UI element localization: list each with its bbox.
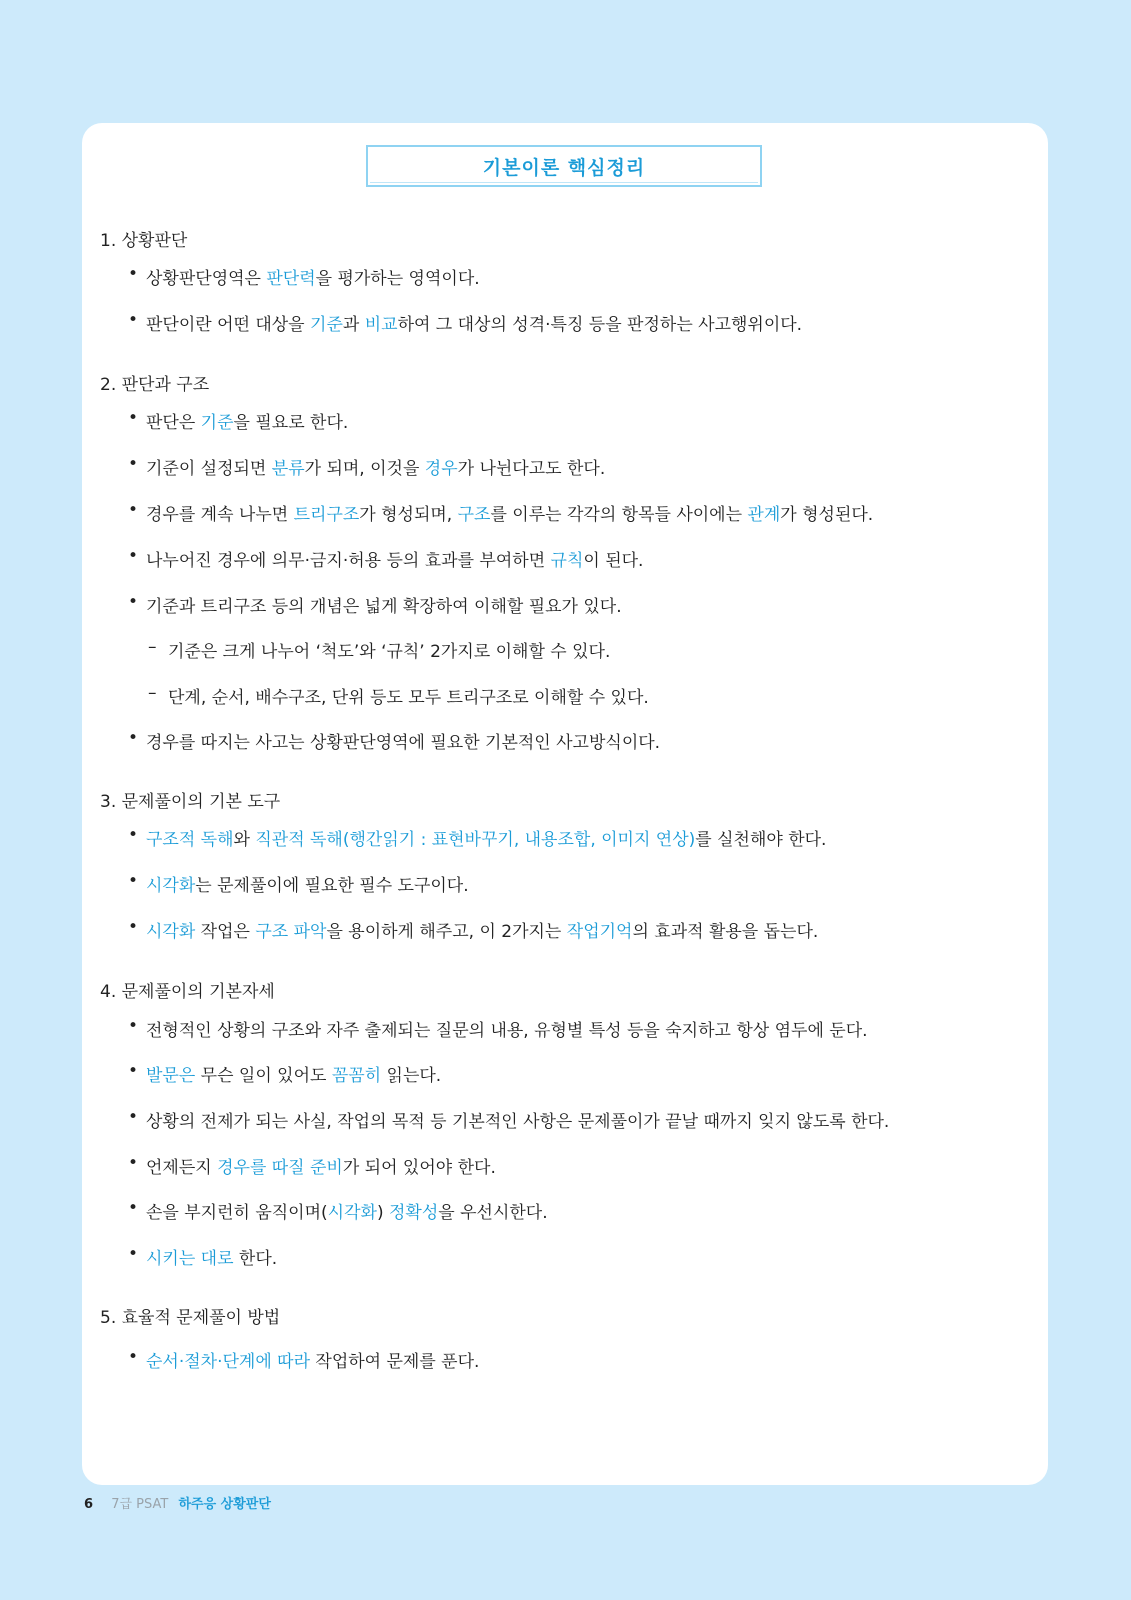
text-segment: 를 실천해야 한다. <box>695 830 827 850</box>
sub-item <box>148 683 649 708</box>
highlight-term: 판단력 <box>266 269 316 289</box>
highlight-term: 정확성 <box>389 1203 439 1223</box>
book-title: 7급 PSAT <box>111 1497 169 1512</box>
author-subject: 하주응 상황판단 <box>178 1497 271 1512</box>
highlight-term: 시각화 <box>146 876 196 896</box>
section-heading: 5. 효율적 문제풀이 방법 <box>100 1308 281 1328</box>
bullet-item <box>130 825 826 850</box>
text-segment: 기준과 트리구조 등의 개념은 넓게 확장하여 이해할 필요가 있다. <box>146 597 622 617</box>
bullet-item <box>130 264 480 289</box>
text-segment: 는 문제풀이에 필요한 필수 도구이다. <box>195 876 469 896</box>
text-segment: 가 되어 있어야 한다. <box>342 1158 496 1178</box>
text-segment: 작업하여 문제를 푼다. <box>310 1352 480 1372</box>
text-segment: 가 형성된다. <box>780 505 874 525</box>
text-segment: 판단은 <box>146 413 201 433</box>
highlight-term: 시각화 <box>146 922 196 942</box>
bullet-item <box>130 454 605 479</box>
text-segment: ) <box>376 1203 389 1223</box>
text-segment: 의 효과적 활용을 돕는다. <box>632 922 819 942</box>
sub-item <box>148 637 610 662</box>
bullet-item <box>130 871 469 896</box>
page-title: 기본이론 핵심정리 <box>482 156 646 179</box>
bullet-item <box>130 1347 479 1372</box>
highlight-term: 꼼꼼히 <box>331 1066 382 1086</box>
highlight-term: 구조 파악 <box>255 922 327 942</box>
text-segment: 무슨 일이 있어도 <box>195 1066 332 1086</box>
text-segment: 기준이 설정되면 <box>146 459 272 479</box>
page-number: 6 <box>84 1497 94 1512</box>
highlight-term: 구조 <box>457 505 491 525</box>
text-segment: 언제든지 <box>146 1158 218 1178</box>
text-segment: 작업은 <box>195 922 256 942</box>
highlight-term: 순서·절차·단계에 따라 <box>146 1352 311 1372</box>
bullet-item <box>130 310 802 335</box>
bullet-item <box>130 1061 441 1086</box>
text-segment: 한다. <box>233 1249 278 1269</box>
bullet-item <box>130 1244 277 1269</box>
bullet-item <box>130 1153 496 1178</box>
text-segment: 과 <box>342 315 365 335</box>
section-heading: 3. 문제풀이의 기본 도구 <box>100 792 281 812</box>
content-card <box>82 123 1048 1485</box>
highlight-term: 관계 <box>747 505 781 525</box>
text-segment: 가 되며, 이것을 <box>304 459 425 479</box>
highlight-term: 기준 <box>310 315 343 335</box>
text-segment: 을 용이하게 해주고, 이 2가지는 <box>326 922 567 942</box>
highlight-term: 분류 <box>271 459 305 479</box>
bullet-item <box>130 546 643 571</box>
bullet-item <box>130 1107 889 1132</box>
text-segment: 기준은 크게 나누어 ‘척도’와 ‘규칙’ 2가지로 이해할 수 있다. <box>168 642 611 662</box>
highlight-term: 구조적 독해 <box>146 830 234 850</box>
bullet-item <box>130 728 660 753</box>
highlight-term: 직관적 독해(행간읽기 : 표현바꾸기, 내용조합, 이미지 연상) <box>255 830 696 850</box>
text-segment: 을 우선시한다. <box>438 1203 548 1223</box>
text-segment: 손을 부지런히 움직이며( <box>146 1203 328 1223</box>
highlight-term: 트리구조 <box>293 505 360 525</box>
text-segment: 단계, 순서, 배수구조, 단위 등도 모두 트리구조로 이해할 수 있다. <box>168 688 649 708</box>
text-segment: 가 형성되며, <box>359 505 458 525</box>
text-segment: 경우를 따지는 사고는 상황판단영역에 필요한 기본적인 사고방식이다. <box>146 733 661 753</box>
bullet-item <box>130 1198 548 1223</box>
page-footer <box>84 1493 271 1512</box>
section-heading: 2. 판단과 구조 <box>100 375 210 395</box>
text-segment: 나누어진 경우에 의무·금지·허용 등의 효과를 부여하면 <box>146 551 551 571</box>
highlight-term: 경우 <box>424 459 458 479</box>
title-box <box>366 145 762 187</box>
text-segment: 판단이란 어떤 대상을 <box>146 315 311 335</box>
section-heading: 4. 문제풀이의 기본자세 <box>100 982 275 1002</box>
bullet-item <box>130 1016 868 1041</box>
bullet-item <box>130 917 818 942</box>
section-heading: 1. 상황판단 <box>100 231 188 251</box>
highlight-term: 기준 <box>200 413 234 433</box>
bullet-item <box>130 408 348 433</box>
text-segment: 읽는다. <box>381 1066 442 1086</box>
highlight-term: 시키는 대로 <box>146 1249 234 1269</box>
highlight-term: 경우를 따질 준비 <box>217 1158 343 1178</box>
bullet-item <box>130 592 622 617</box>
text-segment: 전형적인 상황의 구조와 자주 출제되는 질문의 내용, 유형별 특성 등을 숙지하고 항상 염두에 둔다. <box>146 1021 868 1041</box>
highlight-term: 시각화 <box>327 1203 377 1223</box>
text-segment: 이 된다. <box>583 551 644 571</box>
text-segment: 상황의 전제가 되는 사실, 작업의 목적 등 기본적인 사항은 문제풀이가 끝날 때까지 잊지 않도록 한다. <box>146 1112 890 1132</box>
text-segment: 와 <box>233 830 256 850</box>
text-segment: 하여 그 대상의 성격·특징 등을 판정하는 사고행위이다. <box>397 315 803 335</box>
text-segment: 상황판단영역은 <box>146 269 267 289</box>
highlight-term: 비교 <box>364 315 398 335</box>
highlight-term: 규칙 <box>550 551 584 571</box>
text-segment: 가 나뉜다고도 한다. <box>457 459 606 479</box>
text-segment: 를 이루는 각각의 항목들 사이에는 <box>490 505 748 525</box>
highlight-term: 작업기억 <box>566 922 633 942</box>
text-segment: 경우를 계속 나누면 <box>146 505 294 525</box>
text-segment: 을 평가하는 영역이다. <box>315 269 480 289</box>
highlight-term: 발문은 <box>146 1066 196 1086</box>
bullet-item <box>130 500 873 525</box>
text-segment: 을 필요로 한다. <box>233 413 349 433</box>
